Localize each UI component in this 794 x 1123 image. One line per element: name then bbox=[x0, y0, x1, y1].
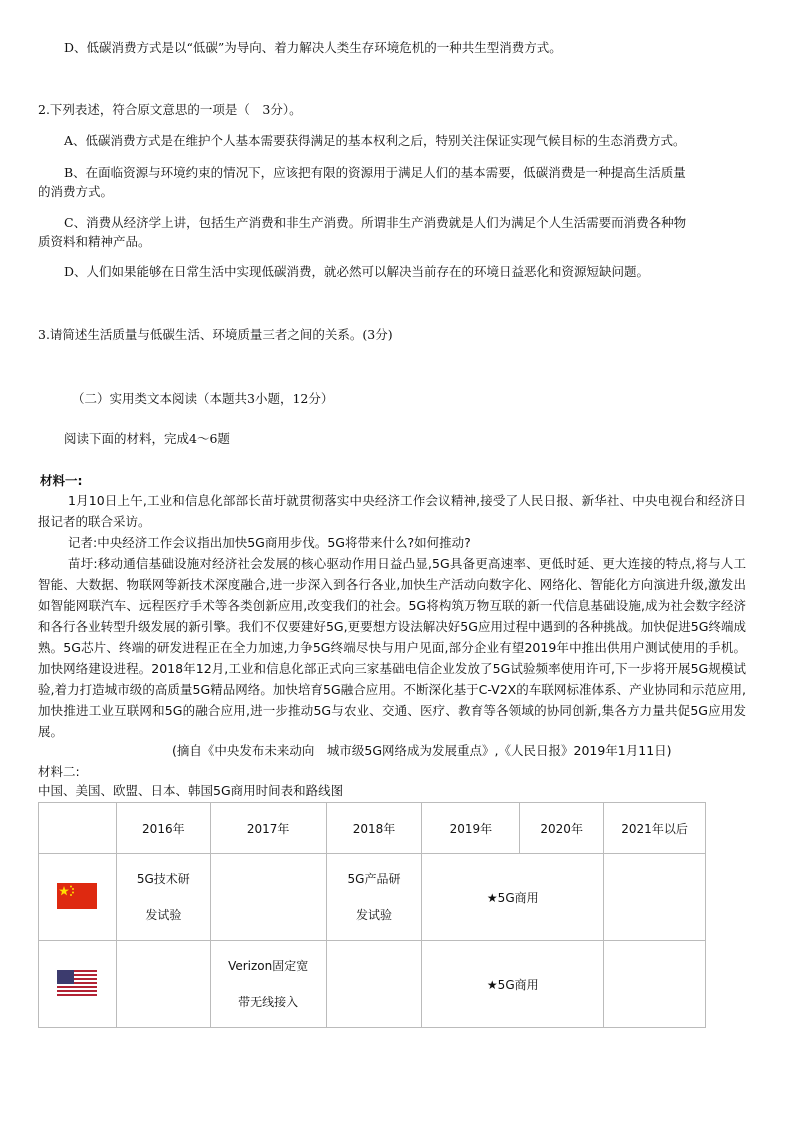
china-2017-cell bbox=[210, 854, 326, 941]
table-header-row bbox=[39, 803, 706, 854]
header-cell-2020: 2020年 bbox=[520, 803, 604, 854]
china-commercial-cell: ★5G商用 bbox=[422, 854, 604, 941]
q2-option-a: A、低碳消费方式是在维护个人基本需要获得满足的基本权利之后，特别关注保证实现气候目标的生态消费方式。 bbox=[64, 133, 686, 148]
section-instruction: 阅读下面的材料，完成4～6题 bbox=[64, 431, 230, 446]
table-row-usa bbox=[39, 941, 706, 1028]
q1-option-d: D、低碳消费方式是以“低碳”为导向、着力解决人类生存环境危机的一种共生型消费方式。 bbox=[64, 40, 562, 55]
usa-2021-cell bbox=[604, 941, 706, 1028]
section-heading: （二）实用类文本阅读（本题共3小题，12分） bbox=[72, 391, 334, 406]
material2-label: 材料二: bbox=[38, 764, 80, 779]
material1-paragraph-3: 苗圩:移动通信基础设施对经济社会发展的核心驱动作用日益凸显,5G具备更高速率、更低时延、更大连接的特点,将与人工智能、大数据、物联网等新技术深度融合,进一步深入到各行各业,加快生产活动向数字化、网络化、智能化方向演进升级,激发出如智能网联汽车、远程医疗手术等各类创新应用,改变我们的社会。5G将构筑万物互联的新一代信息基础设施,成为社会数字经济和各行各业转型升级发展的新引擎。我们不仅要建好5G,更要想方设法解决好5G应用过程中遇到的各种挑战。加快促进5G终端成熟。5G芯片、终端的研发进程正在全力加速,力争5G终端尽快与用户见面,部分企业有望2019年中推出供用户测试使用的手机。加快网络建设进程。2018年12月,工业和信息化部正式向三家基础电信企业发放了5G试验频率使用许可,下一步将开展5G规模试验,着力打造城市级的高质量5G精品网络。加快培育5G融合应用。不断深化基于C-V2X的车联网标准体系、产业协同和示范应用,加快推进工业互联网和5G的融合应用,进一步推动5G与农业、交通、医疗、教育等各领域的协同创新,集各方力量共促5G应用发展。 bbox=[38, 556, 746, 739]
usa-2017-line2: 带无线接入 bbox=[238, 995, 299, 1009]
material1-label: 材料一: bbox=[40, 473, 83, 488]
usa-commercial-cell: ★5G商用 bbox=[422, 941, 604, 1028]
china-2016-line2: 发试验 bbox=[145, 908, 182, 922]
china-2018-line1: 5G产品研 bbox=[347, 872, 401, 886]
material1-source: (摘自《中央发布未来动向 城市级5G网络成为发展重点》,《人民日报》2019年1月11日) bbox=[172, 743, 672, 758]
header-cell-country bbox=[39, 803, 117, 854]
q2-option-c-line2: 质资料和精神产品。 bbox=[38, 234, 151, 249]
material1-paragraph-1: 1月10日上午,工业和信息化部部长苗圩就贯彻落实中央经济工作会议精神,接受了人民日报、新华社、中央电视台和经济日报记者的联合采访。 bbox=[38, 493, 746, 529]
q2-option-c-line1: C、消费从经济学上讲，包括生产消费和非生产消费。所谓非生产消费就是人们为满足个人生活需要而消费各种物 bbox=[64, 215, 687, 230]
roadmap-caption: 中国、美国、欧盟、日本、韩国5G商用时间表和路线图 bbox=[38, 783, 344, 798]
header-cell-2017: 2017年 bbox=[210, 803, 326, 854]
china-2018-line2: 发试验 bbox=[355, 908, 392, 922]
material1-body bbox=[38, 490, 746, 742]
q2-option-b-line2: 的消费方式。 bbox=[38, 184, 114, 199]
usa-flag-cell bbox=[39, 941, 117, 1028]
material1-paragraph-2: 记者:中央经济工作会议指出加快5G商用步伐。5G将带来什么?如何推动? bbox=[68, 535, 471, 550]
table-row-china bbox=[39, 854, 706, 941]
china-flag-icon bbox=[57, 883, 97, 909]
q2-option-d: D、人们如果能够在日常生活中实现低碳消费，就必然可以解决当前存在的环境日益恶化和资源短缺问题。 bbox=[64, 264, 650, 279]
q2-option-b-line1: B、在面临资源与环境约束的情况下，应该把有限的资源用于满足人们的基本需要，低碳消费是一种提高生活质量 bbox=[64, 165, 686, 180]
china-2016-line1: 5G技术研 bbox=[136, 872, 190, 886]
q2-stem: 2.下列表述，符合原文意思的一项是（ 3分）。 bbox=[38, 102, 302, 117]
china-2021-cell bbox=[604, 854, 706, 941]
header-cell-2021: 2021年以后 bbox=[604, 803, 706, 854]
header-cell-2016: 2016年 bbox=[116, 803, 210, 854]
usa-2016-cell bbox=[116, 941, 210, 1028]
usa-flag-icon bbox=[57, 970, 97, 996]
china-2016-cell bbox=[116, 854, 210, 941]
usa-2017-line1: Verizon固定宽 bbox=[228, 959, 309, 973]
usa-2018-cell bbox=[326, 941, 422, 1028]
china-flag-cell bbox=[39, 854, 117, 941]
header-cell-2019: 2019年 bbox=[422, 803, 520, 854]
china-2018-cell bbox=[326, 854, 422, 941]
q3-stem: 3.请简述生活质量与低碳生活、环境质量三者之间的关系。(3分) bbox=[38, 327, 393, 342]
roadmap-table bbox=[38, 802, 706, 1028]
usa-2017-cell bbox=[210, 941, 326, 1028]
header-cell-2018: 2018年 bbox=[326, 803, 422, 854]
